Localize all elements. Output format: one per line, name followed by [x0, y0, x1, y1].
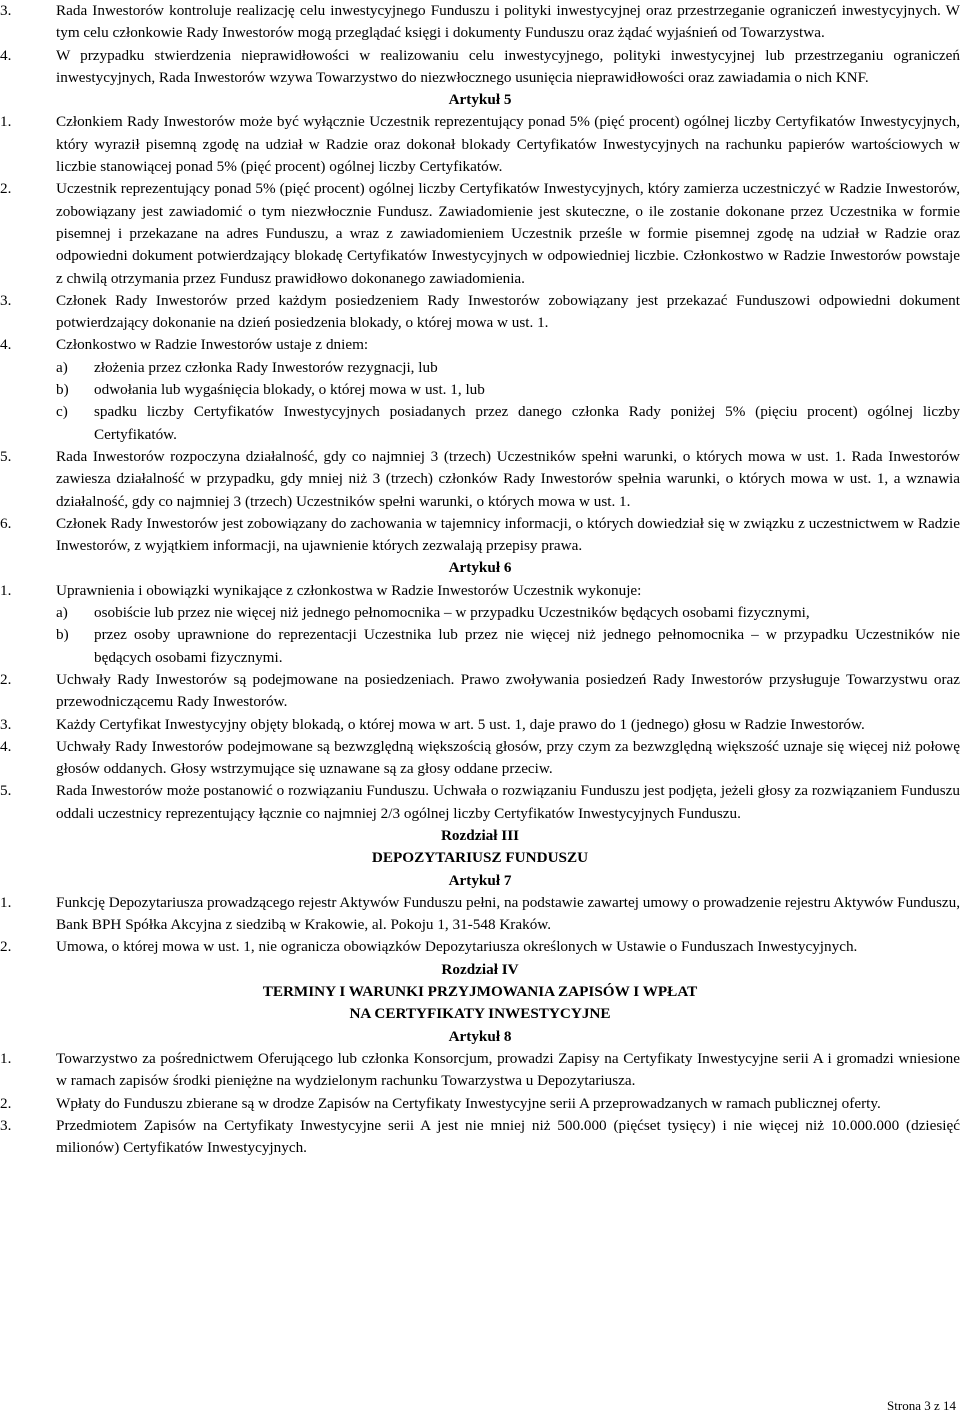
article-heading: Artykuł 7 — [448, 871, 512, 889]
chapter-title: Rozdział III — [440, 826, 520, 844]
paragraph-text: Uczestnik reprezentujący ponad 5% (pięć procent) ogólnej liczby Certyfikatów Inwestycyjnych, który zamierza uczestniczyć w Radzie Inwestorów, zobowiązany jest zawiadomić o tym niezwłocznie Fundusz. Zawiadomienie jest skuteczne, o ile zostanie dokonane przez Uczestnika w formie pisemnej i przekazane na adres Funduszu, a wraz z zawiadomieniem Uczestnik prześle w formie pisemnej zgodę na udział w Radzie oraz odpowiedni dokument potwierdzający blokadę Certyfikatów Inwestycyjnych w odpowiedniej liczbie. Członkostwo w Radzie Inwestorów powstaje z chwilą otrzymania przez Fundusz prawidłowo dokonanego zawiadomienia. — [56, 180, 960, 287]
paragraph-text: Przedmiotem Zapisów na Certyfikaty Inwestycyjne serii A jest nie mniej niż 500.000 (pięćset tysięcy) i nie więcej niż 10.000.000 (dziesięć milionów) Certyfikatów Inwestycyjnych. — [56, 1116, 960, 1157]
article-heading: Artykuł 6 — [448, 559, 512, 577]
paragraph — [0, 714, 960, 736]
paragraph — [0, 513, 960, 558]
sub-item-text: odwołania lub wygaśnięcia blokady, o której mowa w ust. 1, lub — [94, 381, 485, 399]
sub-item-label: a) — [56, 604, 68, 622]
paragraph — [0, 290, 960, 335]
paragraph — [0, 45, 960, 90]
paragraph-text: Członkiem Rady Inwestorów może być wyłącznie Uczestnik reprezentujący ponad 5% (pięć procent) ogólnej liczby Certyfikatów Inwestycyjnych, który wyraził pisemną zgodę na udział w Radzie oraz dokonał blokady Certyfikatów Inwestycyjnych na rachunku papierów wartościowych w liczbie stanowiącej ponad 5% (pięć procent) ogólnej liczby Certyfikatów. — [56, 113, 960, 176]
paragraph — [0, 446, 960, 513]
paragraph-text: Uchwały Rady Inwestorów są podejmowane na posiedzeniach. Prawo zwoływania posiedzeń Rady Inwestorów przysługuje Towarzystwu oraz przewodniczącemu Rady Inwestorów. — [56, 670, 960, 711]
paragraph — [0, 1093, 960, 1115]
article-heading: Artykuł 5 — [448, 91, 512, 109]
paragraph — [0, 892, 960, 937]
paragraph-number: 2. — [0, 670, 12, 688]
paragraph-text: Członkostwo w Radzie Inwestorów ustaje z dniem: — [56, 336, 369, 354]
chapter-subtitle: TERMINY I WARUNKI PRZYJMOWANIA ZAPISÓW I WPŁAT — [262, 983, 698, 1001]
paragraph — [0, 669, 960, 714]
paragraph — [0, 580, 960, 602]
sub-item-label: b) — [56, 626, 69, 644]
paragraph-text: Funkcję Depozytariusza prowadzącego rejestr Aktywów Funduszu pełni, na podstawie zawartej umowy o prowadzenie rejestru Aktywów Funduszu, Bank BPH Spółka Akcyjna z siedzibą w Krakowie, al. Pokoju 1, 31-548 Kraków. — [56, 893, 960, 934]
chapter-subtitle: DEPOZYTARIUSZ FUNDUSZU — [371, 849, 589, 867]
paragraph-text: Uprawnienia i obowiązki wynikające z członkostwa w Radzie Inwestorów Uczestnik wykonuje: — [56, 581, 642, 599]
paragraph — [0, 334, 960, 356]
sub-item-text: spadku liczby Certyfikatów Inwestycyjnych posiadanych przez danego członka Rady poniżej 5% (pięciu procent) ogólnej liczby Certyfikatów. — [94, 403, 960, 443]
paragraph-number: 1. — [0, 581, 12, 599]
paragraph-text: Każdy Certyfikat Inwestycyjny objęty blokadą, o której mowa w art. 5 ust. 1, daje prawo do 1 (jednego) głosu w Radzie Inwestorów. — [56, 715, 865, 733]
paragraph-number: 4. — [0, 46, 12, 64]
paragraph-text: Wpłaty do Funduszu zbierane są w drodze Zapisów na Certyfikaty Inwestycyjne serii A przeprowadzanych w ramach publicznej oferty. — [56, 1094, 881, 1112]
paragraph-number: 6. — [0, 514, 12, 532]
paragraph — [0, 736, 960, 781]
paragraph-text: Towarzystwo za pośrednictwem Oferującego lub członka Konsorcjum, prowadzi Zapisy na Certyfikaty Inwestycyjne serii A i gromadzi wniesione w ramach zapisów środki pieniężne na wydzielonym rachunku Towarzystwa u Depozytariusza. — [56, 1049, 960, 1090]
paragraph-number: 5. — [0, 447, 12, 465]
sub-item — [0, 624, 960, 669]
page-number: Strona 3 z 14 — [887, 1398, 956, 1413]
paragraph-number: 3. — [0, 2, 12, 19]
paragraph — [0, 1115, 960, 1160]
sub-item-label: c) — [56, 403, 68, 421]
sub-item-text: złożenia przez członka Rady Inwestorów rezygnacji, lub — [94, 358, 438, 376]
sub-item — [0, 357, 960, 379]
paragraph-text: Rada Inwestorów rozpoczyna działalność, gdy co najmniej 3 (trzech) Uczestników spełni warunki, o których mowa w ust. 1. Rada Inwestorów zawiesza działalność w przypadku, gdy mniej niż 3 (trzech) członków Rady Inwestorów spełnia warunki, o których mowa w ust. 1, a wznawia działalność, gdy co najmniej 3 (trzech) Uczestników spełni warunki, o których mowa w ust. 1. — [56, 447, 960, 510]
paragraph-text: Rada Inwestorów może postanowić o rozwiązaniu Funduszu. Uchwała o rozwiązaniu Funduszu jest podjęta, jeżeli głosy za rozwiązaniem Funduszu oddali uczestnicy reprezentujący łącznie co najmniej 2/3 ogólnej liczby Certyfikatów Inwestycyjnych Funduszu. — [56, 782, 960, 822]
paragraph-number: 5. — [0, 782, 12, 800]
paragraph-number: 1. — [0, 893, 12, 911]
paragraph-number: 2. — [0, 938, 12, 956]
paragraph — [0, 936, 960, 958]
paragraph — [0, 0, 960, 45]
paragraph — [0, 178, 960, 289]
paragraph-number: 4. — [0, 737, 12, 755]
paragraph-text: W przypadku stwierdzenia nieprawidłowości w realizowaniu celu inwestycyjnego, polityki inwestycyjnej lub przestrzeganiu ograniczeń inwestycyjnych, Rada Inwestorów wzywa Towarzystwo do niezwłocznego usunięcia nieprawidłowości oraz zawiadamia o nich KNF. — [56, 46, 960, 86]
sub-item-text: osobiście lub przez nie więcej niż jednego pełnomocnika – w przypadku Uczestników będących osobami fizycznymi, — [94, 604, 810, 622]
paragraph-number: 3. — [0, 1116, 12, 1134]
sub-item-label: b) — [56, 381, 69, 399]
article-heading: Artykuł 8 — [448, 1027, 512, 1045]
paragraph-text: Uchwały Rady Inwestorów podejmowane są bezwzględną większością głosów, przy czym za bezwzględną większość uznaje się więcej niż połowę głosów oddanych. Głosy wstrzymujące się uznawane są za głosy oddane przeciw. — [56, 737, 960, 778]
paragraph-text: Członek Rady Inwestorów jest zobowiązany do zachowania w tajemnicy informacji, o których dowiedział się w związku z uczestnictwem w Radzie Inwestorów, z wyjątkiem informacji, na ujawnienie których zezwalają przepisy prawa. — [56, 514, 960, 555]
paragraph — [0, 111, 960, 178]
chapter-title: Rozdział IV — [441, 960, 519, 978]
sub-item — [0, 602, 960, 624]
sub-item — [0, 379, 960, 401]
paragraph-text: Rada Inwestorów kontroluje realizację celu inwestycyjnego Funduszu i polityki inwestycyjnej oraz przestrzeganie ograniczeń inwestycyjnych. W tym celu członkowie Rady Inwestorów mogą przeglądać księgi i dokumenty Funduszu oraz żądać wyjaśnień od Towarzystwa. — [56, 2, 960, 42]
paragraph — [0, 1048, 960, 1093]
paragraph-number: 3. — [0, 715, 12, 733]
paragraph-number: 2. — [0, 180, 12, 198]
chapter-subtitle: NA CERTYFIKATY INWESTYCYJNE — [349, 1005, 611, 1023]
paragraph-number: 4. — [0, 336, 12, 354]
sub-item — [0, 401, 960, 446]
paragraph-number: 1. — [0, 1049, 12, 1067]
paragraph-number: 2. — [0, 1094, 12, 1112]
paragraph-text: Członek Rady Inwestorów przed każdym posiedzeniem Rady Inwestorów zobowiązany jest przekazać Funduszowi odpowiedni dokument potwierdzający dokonanie na dzień posiedzenia blokady, o której mowa w ust. 1. — [56, 291, 960, 332]
paragraph-number: 1. — [0, 113, 12, 131]
paragraph — [0, 780, 960, 825]
sub-item-text: przez osoby uprawnione do reprezentacji Uczestnika lub przez nie więcej niż jednego pełnomocnika – w przypadku Uczestników nie będących osobami fizycznymi. — [94, 626, 960, 666]
paragraph-number: 3. — [0, 291, 12, 309]
sub-item-label: a) — [56, 358, 68, 376]
paragraph-text: Umowa, o której mowa w ust. 1, nie ogranicza obowiązków Depozytariusza określonych w Ustawie o Funduszach Inwestycyjnych. — [56, 938, 858, 956]
